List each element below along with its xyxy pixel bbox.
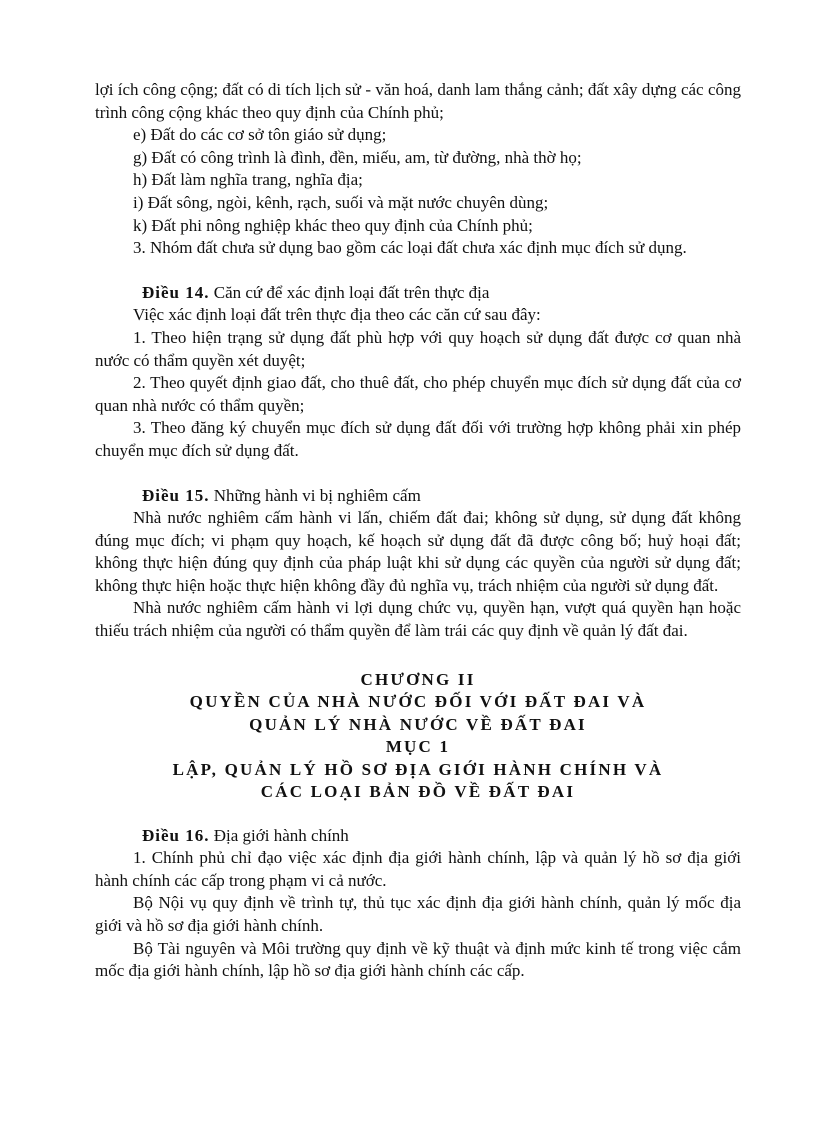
chapter-title-line-1: QUYỀN CỦA NHÀ NƯỚC ĐỐI VỚI ĐẤT ĐAI VÀ — [189, 692, 647, 712]
article-15-paragraph-2: Nhà nước nghiêm cấm hành vi lợi dụng chức vụ, quyền hạn, vượt quá quyền hạn hoặc thiếu trách nhiệm của người có thẩm quyền để làm trái các quy định về quản lý đất đai. — [95, 598, 741, 641]
article-14-item-3: 3. Theo đăng ký chuyển mục đích sử dụng đất đối với trường hợp không phải xin phép chuyển mục đích sử dụng đất. — [95, 418, 741, 460]
chapter-number: CHƯƠNG II — [360, 669, 476, 689]
chapter-title-line-2: QUẢN LÝ NHÀ NƯỚC VỀ ĐẤT ĐAI — [249, 714, 587, 734]
paragraph-public-land: lợi ích công cộng; đất có di tích lịch sử - văn hoá, danh lam thắng cảnh; đất xây dựng các công trình công cộng khác theo quy định của Chính phủ; — [95, 80, 741, 122]
article-16-title: Địa giới hành chính — [213, 825, 349, 845]
section-title-line-1: LẬP, QUẢN LÝ HỒ SƠ ĐỊA GIỚI HÀNH CHÍNH VÀ — [172, 759, 664, 779]
article-16-paragraph-2: Bộ Nội vụ quy định về trình tự, thủ tục xác định địa giới hành chính, quản lý mốc địa giới và hồ sơ địa giới hành chính. — [95, 893, 741, 936]
article-14-item-2: 2. Theo quyết định giao đất, cho thuê đất, cho phép chuyển mục đích sử dụng đất của cơ quan nhà nước có thẩm quyền; — [95, 373, 741, 415]
item-3-unused-land: 3. Nhóm đất chưa sử dụng bao gồm các loại đất chưa xác định mục đích sử dụng. — [133, 238, 687, 258]
article-16-heading — [95, 825, 741, 848]
article-15-heading — [95, 485, 741, 508]
article-15-number: Điều 15. — [142, 485, 210, 505]
article-14-item-1: 1. Theo hiện trạng sử dụng đất phù hợp với quy hoạch sử dụng đất được cơ quan nhà nước có thẩm quyền xét duyệt; — [95, 327, 741, 370]
article-15-paragraph-1: Nhà nước nghiêm cấm hành vi lấn, chiếm đất đai; không sử dụng, sử dụng đất không đúng mục đích; vi phạm quy hoạch, kế hoạch sử dụng đất đã được công bố; huỷ hoại đất; không thực hiện đúng quy định của pháp luật khi sử dụng các quyền của người sử dụng đất; không thực hiện hoặc thực hiện không đầy đủ nghĩa vụ, trách nhiệm của người sử dụng đất. — [95, 508, 741, 595]
article-16-number: Điều 16. — [142, 825, 210, 845]
document-page — [95, 79, 741, 983]
chapter-heading — [95, 665, 741, 811]
article-15-title: Những hành vi bị nghiêm cấm — [213, 485, 421, 505]
article-14-title: Căn cứ để xác định loại đất trên thực địa — [213, 282, 490, 302]
item-g: g) Đất có công trình là đình, đền, miếu, am, từ đường, nhà thờ họ; — [133, 147, 582, 167]
item-k: k) Đất phi nông nghiệp khác theo quy định của Chính phủ; — [133, 215, 533, 235]
item-i: i) Đất sông, ngòi, kênh, rạch, suối và mặt nước chuyên dùng; — [133, 192, 549, 212]
item-e: e) Đất do các cơ sở tôn giáo sử dụng; — [133, 125, 387, 145]
item-h: h) Đất làm nghĩa trang, nghĩa địa; — [133, 170, 363, 190]
section-number: MỤC 1 — [385, 737, 451, 757]
article-14-intro: Việc xác định loại đất trên thực địa theo các căn cứ sau đây: — [133, 305, 541, 325]
article-16-paragraph-1: 1. Chính phủ chỉ đạo việc xác định địa giới hành chính, lập và quản lý hồ sơ địa giới hành chính các cấp trong phạm vi cả nước. — [95, 848, 741, 890]
section-title-line-2: CÁC LOẠI BẢN ĐỒ VỀ ĐẤT ĐAI — [260, 782, 576, 802]
article-14-heading — [95, 282, 741, 305]
article-14-number: Điều 14. — [142, 282, 210, 302]
article-16-paragraph-3: Bộ Tài nguyên và Môi trường quy định về kỹ thuật và định mức kinh tế trong việc cắm mốc địa giới hành chính, lập hồ sơ địa giới hành chính các cấp. — [95, 938, 741, 981]
